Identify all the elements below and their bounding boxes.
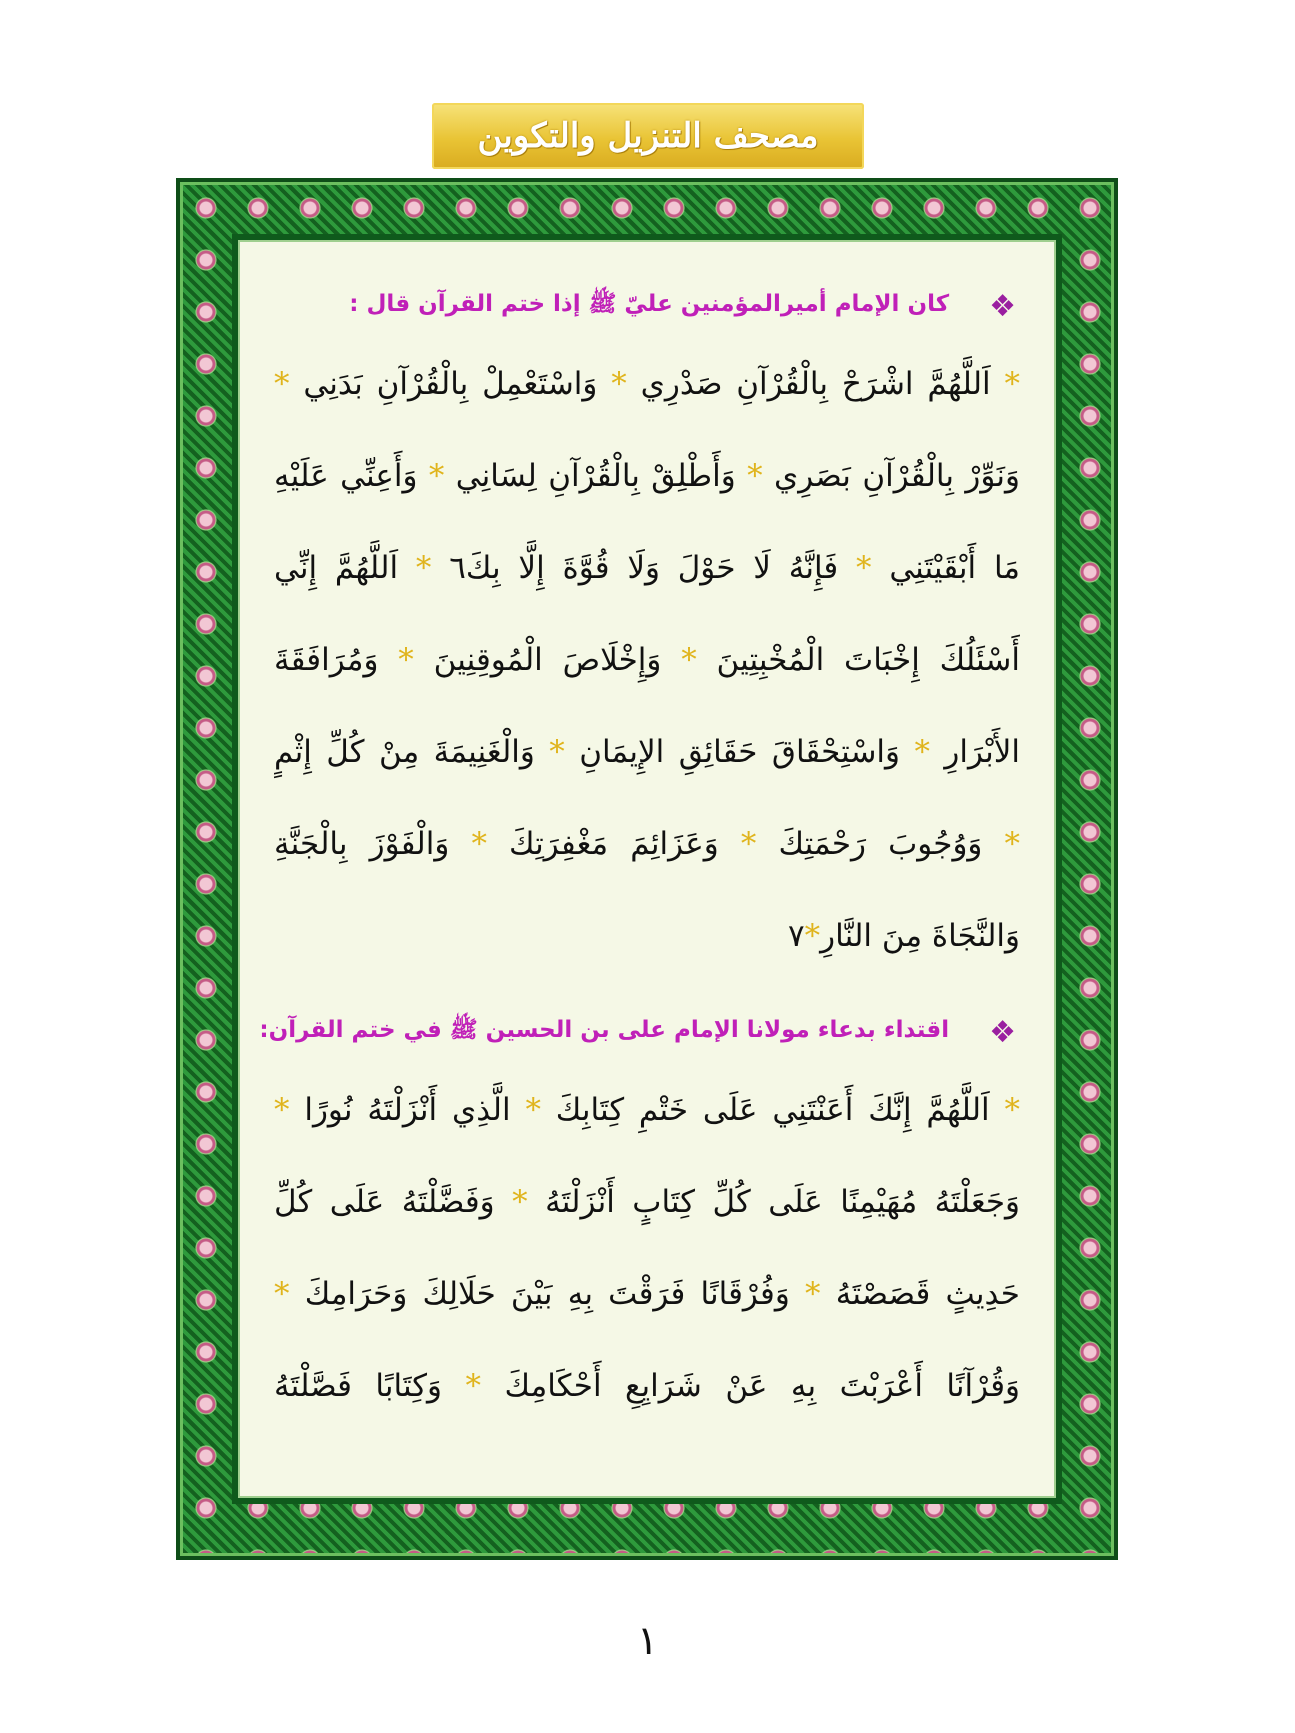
- separator-star-icon: *: [398, 642, 414, 678]
- separator-star-icon: *: [1004, 366, 1020, 402]
- separator-star-icon: *: [805, 1276, 821, 1312]
- separator-star-icon: *: [747, 458, 763, 494]
- section1-line: الأَبْرَارِ * وَاسْتِحْقَاقَ حَقَائِقِ الإِيمَانِ * وَالْغَنِيمَةَ مِنْ كُلِّ إِثْمٍ: [274, 734, 1020, 770]
- diamond-bullet-icon: ❖: [989, 288, 1016, 324]
- section1-line: أَسْئَلُكَ إِخْبَاتَ الْمُخْبِتِينَ * وَإِخْلَاصَ الْمُوقِنِينَ * وَمُرَافَقَةَ: [274, 642, 1020, 678]
- separator-star-icon: *: [804, 918, 821, 954]
- separator-star-icon: *: [274, 366, 290, 402]
- separator-star-icon: *: [274, 1276, 290, 1312]
- section1-line: * وَوُجُوبَ رَحْمَتِكَ * وَعَزَائِمَ مَغْفِرَتِكَ * وَالْفَوْزَ بِالْجَنَّةِ: [274, 826, 1020, 862]
- section1-heading: [274, 274, 1020, 338]
- section1-line: * اَللَّهُمَّ اشْرَحْ بِالْقُرْآنِ صَدْرِي * وَاسْتَعْمِلْ بِالْقُرْآنِ بَدَنِي *: [274, 366, 1020, 402]
- header-title: مصحف التنزيل والتكوين: [477, 116, 819, 156]
- section2-line: * اَللَّهُمَّ إِنَّكَ أَعَنْتَنِي عَلَى خَتْمِ كِتَابِكَ * الَّذِي أَنْزَلْتَهُ نُورًا *: [274, 1092, 1020, 1128]
- separator-star-icon: *: [471, 826, 487, 862]
- section2-heading: [259, 1000, 1020, 1064]
- separator-star-icon: *: [428, 458, 445, 494]
- separator-star-icon: *: [611, 366, 627, 402]
- section2-line: وَقُرْآنًا أَعْرَبْتَ بِهِ عَنْ شَرَايِعِ أَحْكَامِكَ * وَكِتَابًا فَصَّلْتَهُ: [274, 1368, 1020, 1404]
- content-panel: [238, 240, 1056, 1498]
- separator-star-icon: *: [914, 734, 930, 770]
- section1-line: وَالنَّجَاةَ مِنَ النَّارِ*٧: [788, 918, 1020, 954]
- separator-star-icon: *: [465, 1368, 482, 1404]
- separator-star-icon: *: [415, 550, 432, 586]
- decorative-frame: [176, 178, 1118, 1560]
- separator-star-icon: *: [1004, 826, 1020, 862]
- section1-heading-text: كان الإمام أميرالمؤمنين عليّ ﷺ إذا ختم القرآن قال :: [349, 291, 950, 317]
- section1-line: وَنَوِّرْ بِالْقُرْآنِ بَصَرِي * وَأَطْلِقْ بِالْقُرْآنِ لِسَانِي * وَأَعِنِّي عَلَيْهِ: [274, 458, 1020, 494]
- section1-line: مَا أَبْقَيْتَنِي * فَإِنَّهُ لَا حَوْلَ وَلَا قُوَّةَ إِلَّا بِكَ٦ * اَللَّهُمَّ إِنِّي: [274, 550, 1020, 586]
- diamond-bullet-icon: ❖: [989, 1014, 1016, 1050]
- page-number: ١: [636, 1618, 659, 1664]
- separator-star-icon: *: [681, 642, 697, 678]
- separator-star-icon: *: [274, 1092, 290, 1128]
- separator-star-icon: *: [1004, 1092, 1020, 1128]
- separator-star-icon: *: [549, 734, 565, 770]
- separator-star-icon: *: [525, 1092, 541, 1128]
- section2-line: حَدِيثٍ قَصَصْتَهُ * وَفُرْقَانًا فَرَقْتَ بِهِ بَيْنَ حَلَالِكَ وَحَرَامِكَ *: [274, 1276, 1020, 1312]
- section2-heading-text: اقتداء بدعاء مولانا الإمام على بن الحسين ﷺ في ختم القرآن:: [259, 1017, 950, 1043]
- separator-star-icon: *: [856, 550, 872, 586]
- separator-star-icon: *: [740, 826, 757, 862]
- separator-star-icon: *: [512, 1184, 528, 1220]
- text-area: [259, 274, 1020, 1432]
- header-banner: [432, 103, 864, 169]
- section2-line: وَجَعَلْتَهُ مُهَيْمِنًا عَلَى كُلِّ كِتَابٍ أَنْزَلْتَهُ * وَفَضَّلْتَهُ عَلَى كُلِّ: [274, 1184, 1020, 1220]
